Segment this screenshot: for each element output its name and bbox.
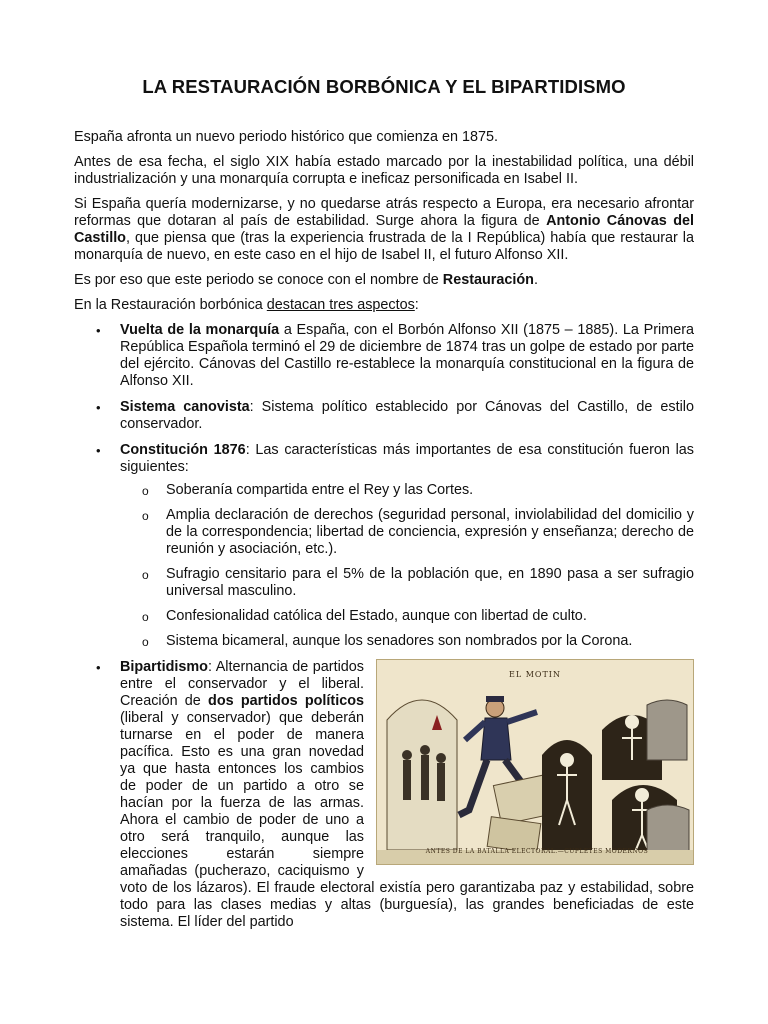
paragraph-intro: España afronta un nuevo periodo histórico que comienza en 1875. <box>74 129 499 145</box>
bullet-icon: • <box>96 323 101 338</box>
page-title: LA RESTAURACIÓN BORBÓNICA Y EL BIPARTIDISMO <box>142 76 626 97</box>
list-item-monarquia <box>74 322 694 390</box>
text-run: . <box>533 272 538 288</box>
circle-bullet-icon: o <box>142 568 149 582</box>
illustration-caption: ANTES DE LA BATALLA ELECTORAL.—CUPLETES MODERNOS <box>425 848 649 855</box>
bullet-icon: • <box>96 660 101 675</box>
sub-list-item <box>120 608 694 625</box>
list-item-canovista <box>74 399 694 433</box>
bold-term: Restauración <box>442 272 534 288</box>
bold-term: Sistema canovista <box>120 399 250 415</box>
circle-bullet-icon: o <box>142 509 149 523</box>
bold-term: Vuelta de la monarquía <box>120 322 280 338</box>
bullet-icon: • <box>96 443 101 458</box>
bullet-icon: • <box>96 400 101 415</box>
paragraph-canovas <box>74 196 694 264</box>
illustration-title: EL MOTIN <box>509 670 561 679</box>
circle-bullet-icon: o <box>142 635 149 649</box>
sub-item-text: Soberanía compartida entre el Rey y las Cortes. <box>166 482 474 498</box>
bold-term: dos partidos políticos <box>208 693 364 709</box>
sub-item-text: Sistema bicameral, aunque los senadores son nombrados por la Corona. <box>166 633 633 649</box>
underlined-text: destacan tres aspectos <box>266 297 415 313</box>
text-run: , que piensa que (tras la experiencia frustrada de la I República) había que restaurar la monarquía de nuevo, en este caso en el hijo de Isabel II, el futuro Alfonso XII. <box>74 230 694 263</box>
list-item-constitucion <box>74 442 694 650</box>
bold-term: Bipartidismo <box>120 659 208 675</box>
list-item-bipartidismo <box>74 659 694 931</box>
text-run: : Sistema político establecido por Cánovas del Castillo, de estilo conservador. <box>120 399 694 432</box>
aspects-list <box>74 322 694 931</box>
sub-item-text: Confesionalidad católica del Estado, aunque con libertad de culto. <box>166 608 587 624</box>
sub-list-item <box>120 566 694 600</box>
sub-item-text: Sufragio censitario para el 5% de la población que, en 1890 pasa a ser sufragio universal masculino. <box>166 566 694 599</box>
text-run: (liberal y conservador) que deberán turnarse en el poder de manera pacífica. Esto es una gran novedad ya que hasta entonces los cambios de poder de un partido a otro se hacían por la fuerza de las armas. Ahora el cambio de poder de uno a otro será tranquilo, aunque las elecciones estarán siempre amañadas (pucherazo, caciquismo y voto de los lázaros). El fraude electoral existía pero garantizaba paz y estabilidad, sobre todo para las clases medias y altas (burguesía), las grandes beneficiadas de este sistema. El líder del partido <box>120 710 694 930</box>
text-run: Es por eso que este periodo se conoce con el nombre de <box>74 272 443 288</box>
sub-list-item <box>120 633 694 650</box>
circle-bullet-icon: o <box>142 484 149 498</box>
text-run: En la Restauración borbónica <box>74 297 267 313</box>
cartoon-illustration <box>376 659 694 865</box>
sub-item-text: Amplia declaración de derechos (seguridad personal, inviolabilidad del domicilio y de la correspondencia; libertad de conciencia, expresión y enseñanza; derecho de reunión y asociación, etc.). <box>166 507 694 557</box>
document-body <box>74 129 694 940</box>
paragraph-context: Antes de esa fecha, el siglo XIX había estado marcado por la inestabilidad política, una débil industrialización y una monarquía corrupta e ineficaz personificada en Isabel II. <box>74 154 694 187</box>
paragraph-aspects <box>74 297 694 314</box>
text-run: : Las características más importantes de esa constitución fueron las siguientes: <box>120 442 694 475</box>
text-run: : <box>414 297 419 313</box>
constitution-features-list <box>120 482 694 650</box>
circle-bullet-icon: o <box>142 610 149 624</box>
bold-name: Antonio Cánovas del Castillo <box>74 213 694 246</box>
cartoon-drawing <box>377 660 693 864</box>
text-run: Si España quería modernizarse, y no quedarse atrás respecto a Europa, era necesario afrontar reformas que dotaran al país de estabilidad. Surge ahora la figura de <box>74 196 694 229</box>
paragraph-restauracion <box>74 272 694 289</box>
sub-list-item <box>120 482 694 499</box>
bold-term: Constitución 1876 <box>120 442 246 458</box>
sub-list-item <box>120 507 694 558</box>
text-run: a España, con el Borbón Alfonso XII (1875 – 1885). La Primera República Española terminó el 29 de diciembre de 1874 tras un golpe de estado por parte del ejército. Cánovas del Castillo re-establece la monarquía constitucional en la figura de Alfonso XII. <box>120 322 694 389</box>
text-run: : Alternancia de partidos entre el conservador y el liberal. Creación de <box>120 659 364 709</box>
